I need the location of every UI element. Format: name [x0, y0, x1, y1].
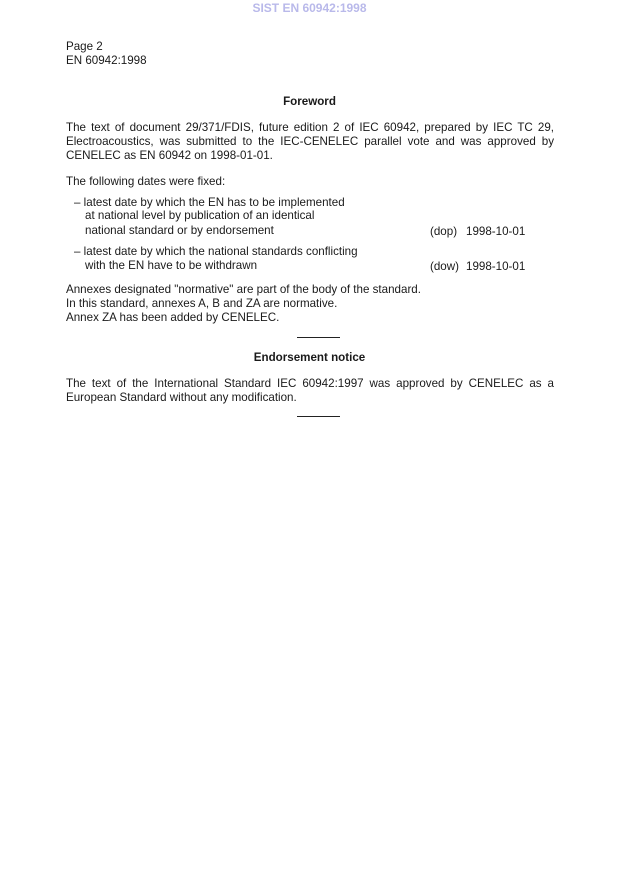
annex-line-3: Annex ZA has been added by CENELEC.	[66, 311, 280, 324]
standard-number: EN 60942:1998	[66, 54, 147, 67]
annex-line-1: Annexes designated "normative" are part of the body of the standard.	[66, 283, 421, 296]
section-divider	[297, 337, 340, 338]
endorsement-heading: Endorsement notice	[253, 351, 366, 364]
endorsement-line-1: The text of the International Standard IEC 60942:1997 was approved by CENELEC as a	[66, 377, 554, 390]
page-number: Page 2	[66, 40, 103, 53]
dop-line-2: at national level by publication of an identical	[85, 209, 315, 222]
dates-intro: The following dates were fixed:	[66, 175, 226, 188]
endorsement-line-2: European Standard without any modification.	[66, 391, 297, 404]
dop-line-3: national standard or by endorsement	[85, 224, 274, 237]
foreword-line-1: The text of document 29/371/FDIS, future edition 2 of IEC 60942, prepared by IEC TC 29,	[66, 121, 554, 134]
dop-date: 1998-10-01	[466, 225, 526, 238]
dop-code: (dop)	[430, 225, 458, 238]
dow-code: (dow)	[430, 260, 459, 273]
dow-line-2: with the EN have to be withdrawn	[85, 259, 258, 272]
annex-line-2: In this standard, annexes A, B and ZA are normative.	[66, 297, 338, 310]
watermark: SIST EN 60942:1998	[252, 1, 367, 15]
dow-date: 1998-10-01	[466, 260, 526, 273]
dop-line-1: – latest date by which the EN has to be implemented	[74, 196, 345, 209]
foreword-line-2: Electroacoustics, was submitted to the IEC-CENELEC parallel vote and was approved by	[66, 135, 554, 148]
foreword-line-3: CENELEC as EN 60942 on 1998-01-01.	[66, 149, 273, 162]
end-divider	[297, 416, 340, 417]
dow-line-1: – latest date by which the national standards conflicting	[74, 245, 358, 258]
foreword-heading: Foreword	[283, 95, 336, 108]
